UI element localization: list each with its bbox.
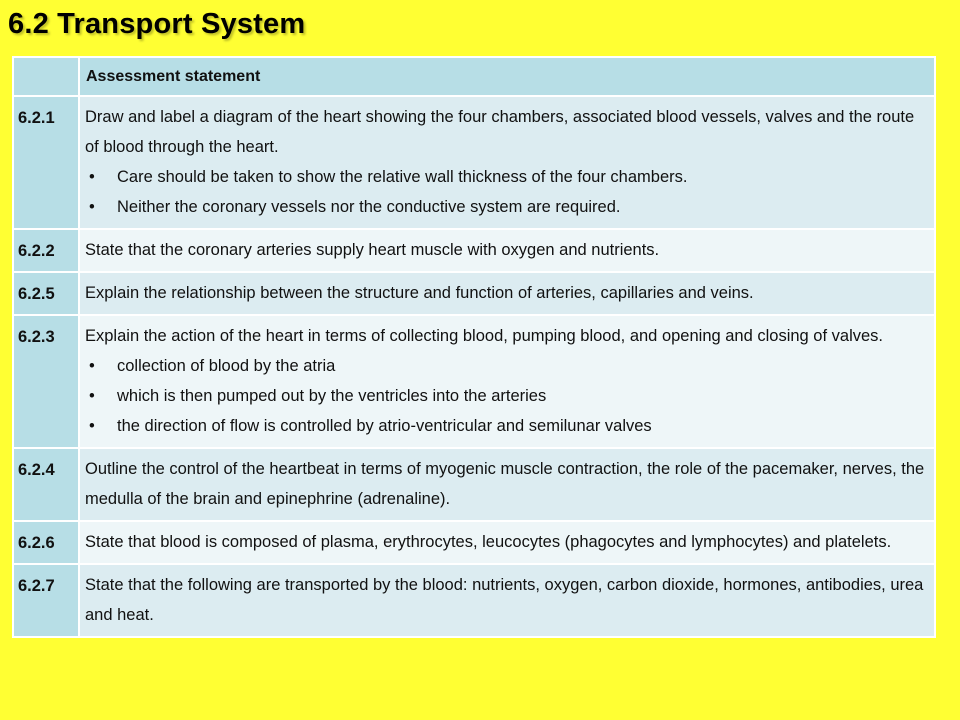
- table-row: [13, 448, 935, 521]
- statement-cell: [79, 564, 935, 637]
- bullet-item: • the direction of flow is controlled by atrio-ventricular and semilunar valves: [85, 411, 928, 441]
- statement-text: State that blood is composed of plasma, erythrocytes, leucocytes (phagocytes and lymphocytes) and platelets.: [85, 533, 892, 551]
- statement-text: State that the following are transported by the blood: nutrients, oxygen, carbon dioxide, hormones, antibodies, urea and heat.: [85, 576, 924, 624]
- statement-bullet-list: [85, 162, 928, 222]
- bullet-item: • Neither the coronary vessels nor the conductive system are required.: [85, 192, 928, 222]
- bullet-item: • which is then pumped out by the ventricles into the arteries: [85, 381, 928, 411]
- statement-code: 6.2.6: [13, 521, 79, 564]
- statement-code: 6.2.2: [13, 229, 79, 272]
- statement-text: Explain the relationship between the structure and function of arteries, capillaries and veins.: [85, 284, 754, 302]
- table-row: [13, 564, 935, 637]
- statement-text: Explain the action of the heart in terms of collecting blood, pumping blood, and opening and closing of valves.: [85, 327, 884, 345]
- statement-code: 6.2.7: [13, 564, 79, 637]
- statement-text: State that the coronary arteries supply heart muscle with oxygen and nutrients.: [85, 241, 660, 259]
- statement-bullet-list: [85, 351, 928, 441]
- statement-cell: [79, 272, 935, 315]
- bullet-item: • collection of blood by the atria: [85, 351, 928, 381]
- assessment-table-container: [12, 56, 936, 638]
- page-title: 6.2 Transport System: [8, 8, 306, 40]
- bullet-icon: •: [89, 357, 95, 375]
- statement-code: 6.2.1: [13, 96, 79, 229]
- table-header-row: [13, 57, 935, 96]
- statement-cell: [79, 229, 935, 272]
- header-statement-cell: Assessment statement: [79, 57, 935, 96]
- bullet-item: • Care should be taken to show the relative wall thickness of the four chambers.: [85, 162, 928, 192]
- bullet-icon: •: [89, 417, 95, 435]
- table-row: [13, 229, 935, 272]
- assessment-table: [12, 56, 936, 638]
- table-row: [13, 96, 935, 229]
- statement-text: Outline the control of the heartbeat in terms of myogenic muscle contraction, the role of the pacemaker, nerves, the medulla of the brain and epinephrine (adrenaline).: [85, 460, 925, 508]
- table-row: [13, 315, 935, 448]
- statement-code: 6.2.5: [13, 272, 79, 315]
- bullet-icon: •: [89, 387, 95, 405]
- statement-code: 6.2.4: [13, 448, 79, 521]
- statement-text: Draw and label a diagram of the heart showing the four chambers, associated blood vessels, valves and the route of blood through the heart.: [85, 108, 915, 156]
- bullet-icon: •: [89, 168, 95, 186]
- statement-cell: [79, 448, 935, 521]
- header-code-cell: [13, 57, 79, 96]
- statement-cell: [79, 521, 935, 564]
- bullet-icon: •: [89, 198, 95, 216]
- table-row: [13, 272, 935, 315]
- table-row: [13, 521, 935, 564]
- statement-cell: [79, 96, 935, 229]
- statement-code: 6.2.3: [13, 315, 79, 448]
- statement-cell: [79, 315, 935, 448]
